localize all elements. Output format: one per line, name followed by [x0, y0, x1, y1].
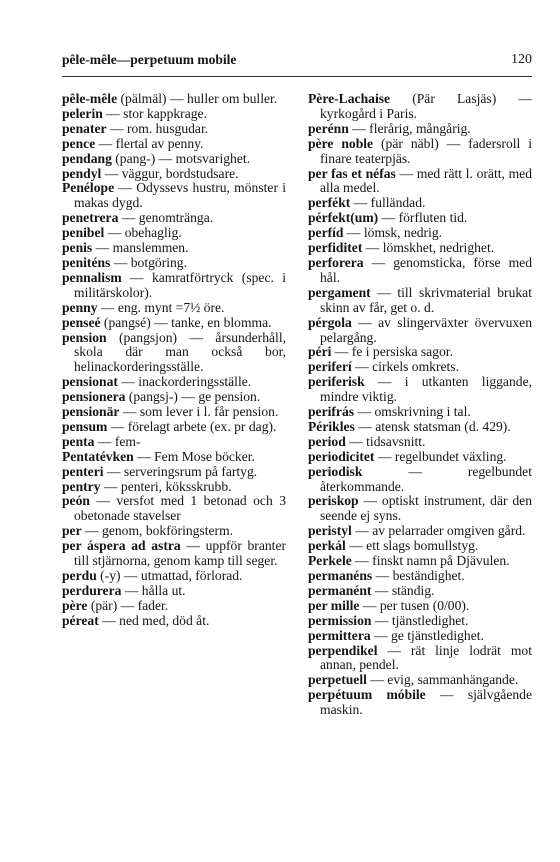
dictionary-entry — [308, 644, 532, 674]
entry-definition: — ge tjänstledighet. — [370, 627, 484, 643]
entry-headword: Périkles — [308, 418, 355, 434]
dictionary-entry — [308, 494, 532, 524]
dictionary-entry — [62, 331, 286, 376]
entry-definition: — som lever i l. får pension. — [119, 404, 279, 420]
dictionary-entry — [308, 673, 532, 688]
entry-headword: pêle-mêle — [62, 91, 118, 106]
entry-definition: — av pelarrader omgiven gård. — [351, 523, 526, 539]
dictionary-entry — [62, 480, 286, 495]
dictionary-entry — [62, 450, 286, 465]
dictionary-entry — [62, 614, 286, 629]
entry-headword: pence — [62, 135, 96, 151]
entry-definition: — genomtränga. — [118, 210, 214, 226]
entry-definition: — ned med, död åt. — [98, 612, 210, 628]
entry-definition: — kamratförtryck (spec. i militärskolor). — [74, 269, 286, 300]
dictionary-entry — [62, 375, 286, 390]
entry-headword: pensum — [62, 418, 108, 434]
entry-definition: — flerårig, mångårig. — [348, 120, 471, 136]
entry-definition: — eng. mynt =7½ öre. — [97, 299, 225, 315]
dictionary-entry — [62, 107, 286, 122]
dictionary-entry — [308, 316, 532, 346]
dictionary-entry — [62, 420, 286, 435]
entry-headword: peristyl — [308, 523, 352, 539]
entry-definition: — regelbundet växling. — [374, 448, 507, 464]
entry-definition: — manslemmen. — [92, 240, 189, 256]
dictionary-entry — [308, 167, 532, 197]
entry-headword: penny — [62, 299, 98, 315]
entry-definition: — fem- — [94, 433, 141, 449]
dictionary-entry — [62, 584, 286, 599]
entry-definition: — inackorderingsställe. — [117, 374, 252, 390]
dictionary-entry — [62, 152, 286, 167]
entry-definition: — rom. husgudar. — [106, 120, 209, 136]
dictionary-entry — [308, 345, 532, 360]
entry-headword: per áspera ad astra — [62, 538, 181, 554]
dictionary-entry — [62, 494, 286, 524]
entry-definition: — Odyssevs hustru, mönster i makas dygd. — [74, 180, 286, 211]
entry-headword: perifrás — [308, 404, 355, 420]
entry-headword: periferí — [308, 359, 352, 375]
entry-headword: Penélope — [62, 180, 115, 196]
entry-definition: — penteri, köksskrubb. — [100, 478, 232, 494]
entry-definition: — optiskt instrument, där den seende ej syns. — [320, 493, 532, 524]
entry-headword: père — [62, 597, 88, 613]
entry-headword: perdurera — [62, 582, 122, 598]
entry-definition: — cirkels omkrets. — [351, 359, 459, 375]
entry-headword: pendang — [62, 150, 112, 166]
entry-headword: pentry — [62, 478, 101, 494]
dictionary-entry — [308, 569, 532, 584]
dictionary-entry — [62, 181, 286, 211]
entry-headword: permittera — [308, 627, 371, 643]
entry-headword: Père-Lachaise — [308, 91, 391, 106]
entry-headword: perkál — [308, 538, 346, 554]
dictionary-entry — [62, 465, 286, 480]
dictionary-entry — [62, 539, 286, 569]
entry-definition: (-y) — utmattad, förlorad. — [96, 568, 243, 583]
entry-definition: (pangsj-) — ge pension. — [125, 389, 261, 405]
dictionary-entry — [308, 599, 532, 614]
entry-headword: perpétuum móbile — [308, 687, 426, 703]
entry-definition: (pang-) — motsvarighet. — [111, 150, 251, 166]
entry-definition: — med rätt l. orätt, med alla medel. — [320, 165, 532, 196]
dictionary-entry — [62, 569, 286, 584]
entry-headword: penis — [62, 240, 93, 256]
dictionary-entry — [308, 211, 532, 226]
entry-headword: perpetuell — [308, 672, 367, 688]
entry-headword: penteri — [62, 463, 104, 479]
entry-headword: periskop — [308, 493, 359, 509]
entry-definition: — flertal av penny. — [95, 135, 204, 151]
entry-headword: père noble — [308, 135, 374, 151]
entry-headword: pension — [62, 329, 107, 345]
dictionary-entry — [308, 92, 532, 122]
entry-definition: (Pär Lasjäs) — kyrkogård i Paris. — [320, 91, 532, 121]
entry-definition: — beständighet. — [372, 568, 465, 583]
dictionary-entry — [62, 271, 286, 301]
running-head: pêle-mêle—perpetuum mobile — [62, 52, 237, 67]
entry-definition: (pangsé) — tanke, en blomma. — [100, 314, 272, 330]
entry-headword: penater — [62, 120, 107, 136]
entry-definition: — atensk statsman (d. 429). — [354, 418, 511, 434]
entry-headword: penseé — [62, 314, 101, 330]
entry-headword: pendyl — [62, 165, 102, 181]
entry-definition: — förelagt arbete (ex. pr dag). — [107, 418, 277, 434]
entry-definition: — obehaglig. — [104, 225, 182, 241]
dictionary-entry — [308, 420, 532, 435]
entry-headword: peniténs — [62, 254, 111, 270]
entry-definition: — fulländad. — [350, 195, 426, 211]
entry-definition: — till skrivmaterial brukat skinn av får, get o. d. — [320, 284, 532, 315]
entry-headword: pennalism — [62, 269, 122, 285]
header-rule — [62, 76, 532, 77]
dictionary-entry — [308, 450, 532, 465]
dictionary-entry — [62, 92, 286, 107]
dictionary-entry — [308, 524, 532, 539]
entry-headword: Perkele — [308, 553, 352, 569]
entry-headword: péri — [308, 344, 332, 360]
entry-headword: periodicitet — [308, 448, 375, 464]
entry-definition: — regelbundet återkommande. — [320, 463, 532, 494]
entry-headword: perfiditet — [308, 240, 363, 256]
dictionary-entry — [308, 375, 532, 405]
entry-definition: (pangsjon) — årsunderhåll, skola där man också bor, helinackorderingsställe. — [74, 329, 286, 375]
entry-definition: — genom, bokföringsterm. — [81, 523, 234, 539]
entry-headword: Pentatévken — [62, 448, 134, 464]
entry-definition: — uppför branter till stjärnorna, genom kamp till seger. — [74, 538, 286, 569]
dictionary-entry — [308, 137, 532, 167]
dictionary-entry — [62, 226, 286, 241]
entry-definition: — stor kappkrage. — [102, 105, 207, 121]
entry-headword: per mille — [308, 597, 360, 613]
right-column — [308, 92, 532, 718]
dictionary-entry — [62, 405, 286, 420]
entry-definition: — lömskhet, nedrighet. — [362, 240, 495, 256]
entry-definition: — tjänstledighet. — [371, 612, 469, 628]
entry-definition: — serveringsrum på fartyg. — [103, 463, 258, 479]
dictionary-entry — [62, 241, 286, 256]
entry-headword: pergament — [308, 284, 371, 300]
dictionary-entry — [308, 584, 532, 599]
entry-definition: — genomsticka, förse med hål. — [320, 254, 532, 285]
entry-definition: — tidsavsnitt. — [345, 433, 426, 449]
entry-definition: — Fem Mose böcker. — [133, 448, 255, 464]
entry-headword: perdu — [62, 568, 97, 583]
entry-headword: pensionera — [62, 389, 126, 405]
entry-definition: — väggur, bordstudsare. — [101, 165, 239, 181]
entry-headword: penetrera — [62, 210, 119, 226]
entry-definition: (pär) — fader. — [87, 597, 169, 613]
dictionary-entry — [308, 539, 532, 554]
dictionary-entry — [308, 435, 532, 450]
entry-headword: perénn — [308, 120, 349, 136]
dictionary-entry — [308, 465, 532, 495]
dictionary-entry — [308, 629, 532, 644]
dictionary-entry — [308, 241, 532, 256]
entry-definition: — fe i persiska sagor. — [331, 344, 453, 360]
entry-definition: — omskrivning i tal. — [354, 404, 471, 420]
entry-headword: permission — [308, 612, 372, 628]
dictionary-entry — [62, 599, 286, 614]
dictionary-entry — [308, 360, 532, 375]
entry-headword: penta — [62, 433, 95, 449]
entry-headword: pensionat — [62, 374, 118, 390]
dictionary-entry — [62, 435, 286, 450]
entry-definition: — förfluten tid. — [378, 210, 468, 226]
dictionary-entry — [308, 554, 532, 569]
dictionary-entry — [62, 390, 286, 405]
entry-headword: periodisk — [308, 463, 363, 479]
dictionary-entry — [308, 226, 532, 241]
entry-definition: — ständig. — [371, 582, 435, 598]
entry-headword: periferisk — [308, 374, 365, 390]
entry-definition: — i utkanten liggande, mindre viktig. — [320, 374, 532, 405]
entry-headword: pérgola — [308, 314, 352, 330]
entry-headword: pérfekt(um) — [308, 210, 379, 226]
entry-definition: — botgöring. — [110, 254, 187, 270]
entry-headword: peón — [62, 493, 90, 509]
entry-definition: — finskt namn på Djävulen. — [351, 553, 510, 569]
dictionary-entry — [308, 256, 532, 286]
dictionary-entry — [308, 122, 532, 137]
dictionary-entry — [62, 524, 286, 539]
entry-headword: péreat — [62, 612, 99, 628]
page-number: 120 — [511, 52, 532, 67]
entry-headword: perfékt — [308, 195, 351, 211]
entry-definition: (pär näbl) — fadersroll i finare teaterpjäs. — [320, 135, 532, 166]
dictionary-entry — [308, 688, 532, 718]
entry-headword: permanéns — [308, 568, 373, 583]
dictionary-entry — [62, 256, 286, 271]
entry-definition: — per tusen (0/00). — [359, 597, 470, 613]
entry-definition: — evig, sammanhängande. — [366, 672, 519, 688]
dictionary-entry — [62, 316, 286, 331]
dictionary-entry — [308, 614, 532, 629]
entry-headword: penibel — [62, 225, 105, 241]
entry-definition: — ett slags bomullstyg. — [345, 538, 479, 554]
entry-headword: perfíd — [308, 225, 344, 241]
entry-headword: pelerin — [62, 105, 103, 121]
dictionary-entry — [62, 167, 286, 182]
dictionary-entry — [62, 122, 286, 137]
entry-headword: pensionär — [62, 404, 120, 420]
dictionary-entry — [308, 286, 532, 316]
entry-definition: — självgående maskin. — [320, 687, 532, 718]
entry-definition: — av slingerväxter övervuxen pelargång. — [320, 314, 532, 345]
entry-headword: per — [62, 523, 82, 539]
entry-definition: — lömsk, nedrig. — [343, 225, 443, 241]
entry-headword: perforera — [308, 254, 364, 270]
left-column — [62, 92, 286, 629]
dictionary-entry — [62, 301, 286, 316]
entry-definition: — rät linje lodrät mot annan, pendel. — [320, 642, 532, 673]
entry-definition: — hålla ut. — [121, 582, 186, 598]
dictionary-entry — [62, 211, 286, 226]
dictionary-entry — [308, 405, 532, 420]
page-header — [62, 52, 532, 74]
dictionary-entry — [62, 137, 286, 152]
entry-definition: (pälmäl) — huller om buller. — [117, 91, 278, 106]
entry-headword: per fas et néfas — [308, 165, 396, 181]
entry-headword: perpendikel — [308, 642, 378, 658]
entry-definition: — versfot med 1 betonad och 3 obetonade stavelser — [74, 493, 286, 524]
entry-headword: permanént — [308, 582, 372, 598]
entry-headword: period — [308, 433, 346, 449]
dictionary-entry — [308, 196, 532, 211]
